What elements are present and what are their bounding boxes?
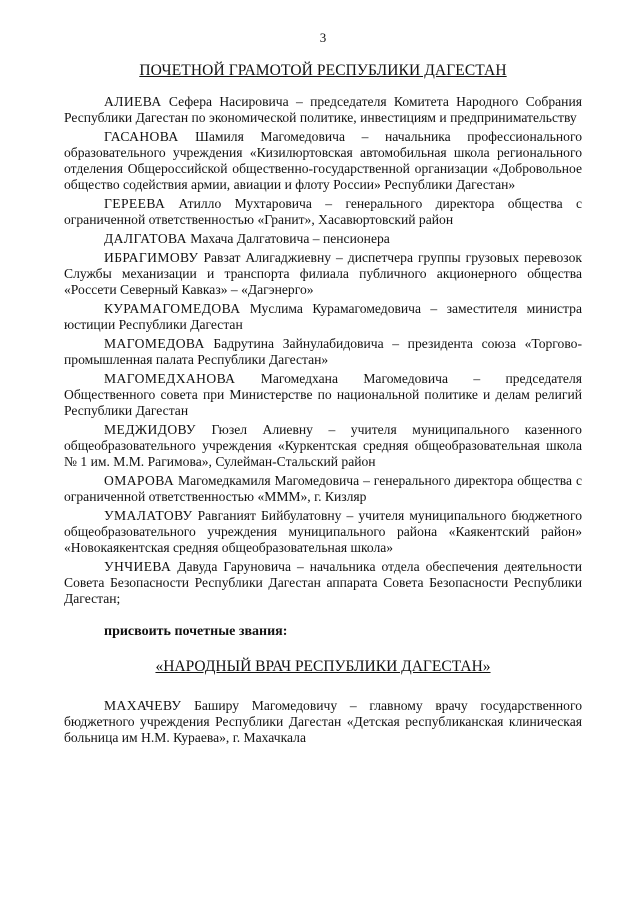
- subheading: присвоить почетные звания:: [104, 624, 288, 639]
- entry-text: Махача Далгатовича – пенсионера: [190, 231, 390, 246]
- entry-text: Сефера Насировича – председателя Комитета Народного Собрания Республики Дагестан по экономической политике, инвестициям и предпринимательству: [64, 94, 582, 125]
- person-name: ИБРАГИМОВУ: [104, 250, 199, 265]
- person-name: ДАЛГАТОВА: [104, 231, 187, 246]
- award-entry: [64, 371, 582, 419]
- person-name: ГАСАНОВА: [104, 129, 179, 144]
- entry-text: Бадрутина Зайнулабидовича – президента союза «Торгово-промышленная палата Республики Дагестан»: [64, 336, 582, 367]
- title-entry: [64, 698, 582, 746]
- entry-text: Атилло Мухтаровича – генерального директора общества с ограниченной ответственностью «Гранит», Хасавюртовский район: [64, 196, 582, 227]
- award-entry: [64, 301, 582, 333]
- person-name: УНЧИЕВА: [104, 559, 172, 574]
- person-name: УМАЛАТОВУ: [104, 508, 193, 523]
- page-number: 3: [319, 30, 327, 45]
- title-heading: «НАРОДНЫЙ ВРАЧ РЕСПУБЛИКИ ДАГЕСТАН»: [155, 658, 491, 675]
- person-name: МАГОМЕДХАНОВА: [104, 371, 236, 386]
- person-name: МАГОМЕДОВА: [104, 336, 205, 351]
- entry-text: Давуда Гаруновича – начальника отдела обеспечения деятельности Совета Безопасности Республики Дагестан аппарата Совета Безопасности Республики Дагестан;: [64, 559, 582, 606]
- award-entry: [64, 508, 582, 556]
- award-entry: [64, 559, 582, 607]
- person-name: ГЕРЕЕВА: [104, 196, 166, 211]
- entry-text: Гюзел Алиевну – учителя муниципального казенного общеобразовательного учреждения «Куркентская средняя общеобразовательная школа № 1 им. М.М. Рагимова», Сулейман-Стальский район: [64, 422, 582, 469]
- title-list: [64, 698, 582, 746]
- entry-text: Равзат Алигаджиевну – диспетчера группы грузовых перевозок Службы механизации и транспорта филиала публичного акционерного общества «Россети Северный Кавказ» – «Дагэнерго»: [64, 250, 582, 297]
- award-entry: [64, 473, 582, 505]
- person-name: МЕДЖИДОВУ: [104, 422, 196, 437]
- entry-text: Шамиля Магомедовича – начальника профессионального образовательного учреждения «Кизилюртовская автомобильная школа регионального отделения Общероссийской общественно-государственной организации «Добровольное общество содействия армии, авиации и флоту России» Республики Дагестан»: [64, 129, 582, 192]
- entry-text: Муслима Курамагомедовича – заместителя министра юстиции Республики Дагестан: [64, 301, 582, 332]
- entry-text: Магомедхана Магомедовича – председателя Общественного совета при Министерстве по национальной политике и делам религий Республики Дагестан: [64, 371, 582, 418]
- entry-text: Баширу Магомедовичу – главному врачу государственного бюджетного учреждения Республики Дагестан «Детская республиканская клиническая больница им Н.М. Кураева», г. Махачкала: [64, 698, 582, 745]
- award-entry: [64, 422, 582, 470]
- award-entry: [64, 231, 582, 247]
- award-entry: [64, 94, 582, 126]
- section-heading: ПОЧЕТНОЙ ГРАМОТОЙ РЕСПУБЛИКИ ДАГЕСТАН: [139, 62, 507, 79]
- person-name: АЛИЕВА: [104, 94, 162, 109]
- person-name: МАХАЧЕВУ: [104, 698, 182, 713]
- award-list: [64, 94, 582, 607]
- person-name: КУРАМАГОМЕДОВА: [104, 301, 241, 316]
- award-entry: [64, 196, 582, 228]
- entry-text: Магомедкамиля Магомедовича – генерального директора общества с ограниченной ответственностью «МММ», г. Кизляр: [64, 473, 582, 504]
- award-entry: [64, 129, 582, 193]
- person-name: ОМАРОВА: [104, 473, 175, 488]
- award-entry: [64, 336, 582, 368]
- award-entry: [64, 250, 582, 298]
- entry-text: Равганият Бийбулатовну – учителя муниципального бюджетного общеобразовательного учреждения муниципального района «Каякентский район» «Новокаякентская средняя общеобразовательная школа»: [64, 508, 582, 555]
